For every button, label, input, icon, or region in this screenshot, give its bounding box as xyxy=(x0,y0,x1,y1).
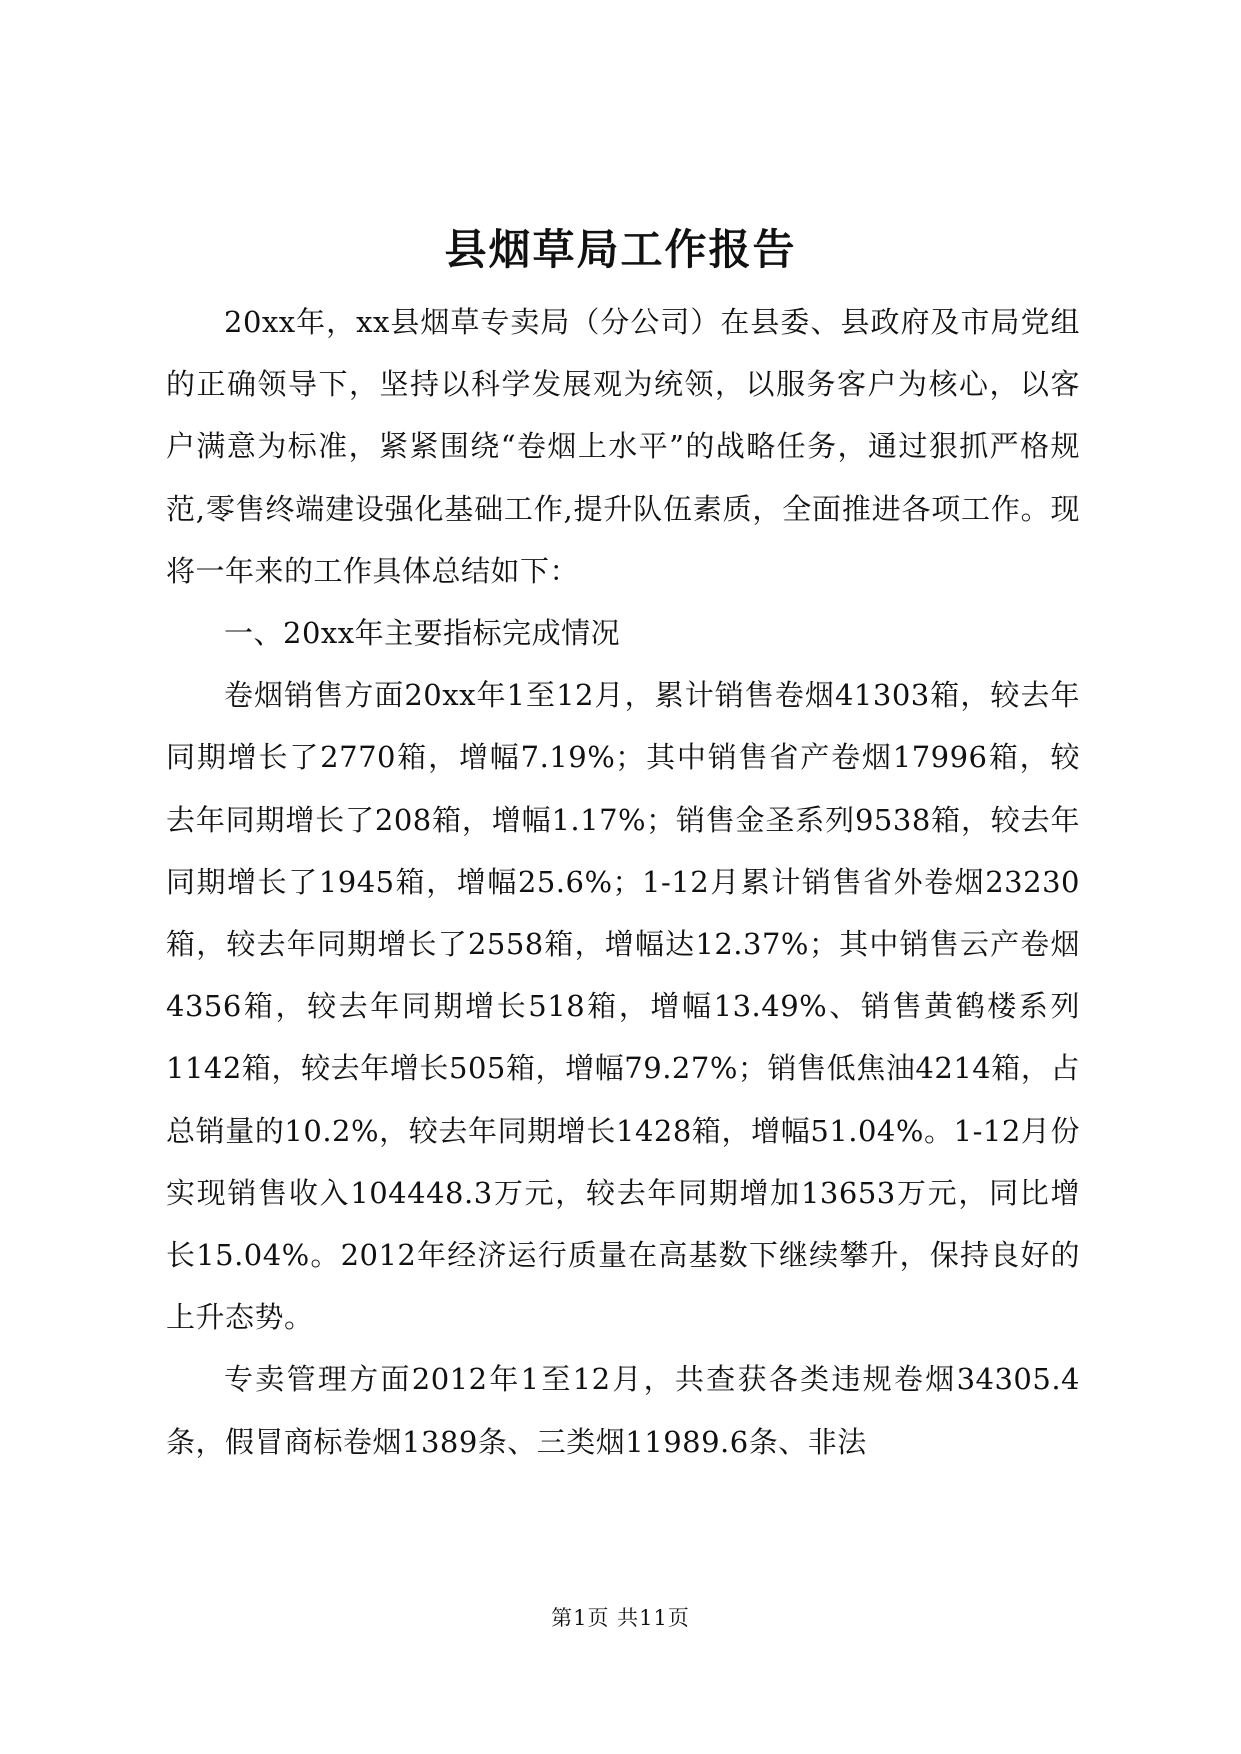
paragraph-cigarette-sales: 卷烟销售方面20xx年1至12月，累计销售卷烟41303箱，较去年同期增长了2770箱，增幅7.19%；其中销售省产卷烟17996箱，较去年同期增长了208箱，增幅1.17%；销售金圣系列9538箱，较去年同期增长了1945箱，增幅25.6%；1-12月累计销售省外卷烟23230箱，较去年同期增长了2558箱，增幅达12.37%；其中销售云产卷烟4356箱，较去年同期增长518箱，增幅13.49%、销售黄鹤楼系列1142箱，较去年增长505箱，增幅79.27%；销售低焦油4214箱，占总销量的10.2%，较去年同期增长1428箱，增幅51.04%。1-12月份实现销售收入104448.3万元，较去年同期增加13653万元，同比增长15.04%。2012年经济运行质量在高基数下继续攀升，保持良好的上升态势。 xyxy=(166,678,1080,1335)
paragraph-monopoly-management: 专卖管理方面2012年1至12月，共查获各类违规卷烟34305.4条，假冒商标卷烟1389条、三类烟11989.6条、非法 xyxy=(166,1362,1080,1459)
document-body xyxy=(166,291,1080,1473)
document-title: 县烟草局工作报告 xyxy=(444,225,797,274)
page-number-footer: 第1页 共11页 xyxy=(551,1606,690,1630)
paragraph-intro: 20xx年，xx县烟草专卖局（分公司）在县委、县政府及市局党组的正确领导下，坚持以科学发展观为统领，以服务客户为核心，以客户满意为标准，紧紧围绕“卷烟上水平”的战略任务，通过狠抓严格规范,零售终端建设强化基础工作,提升队伍素质，全面推进各项工作。现将一年来的工作具体总结如下： xyxy=(166,305,1080,588)
section-heading-1: 一、20xx年主要指标完成情况 xyxy=(224,616,621,651)
